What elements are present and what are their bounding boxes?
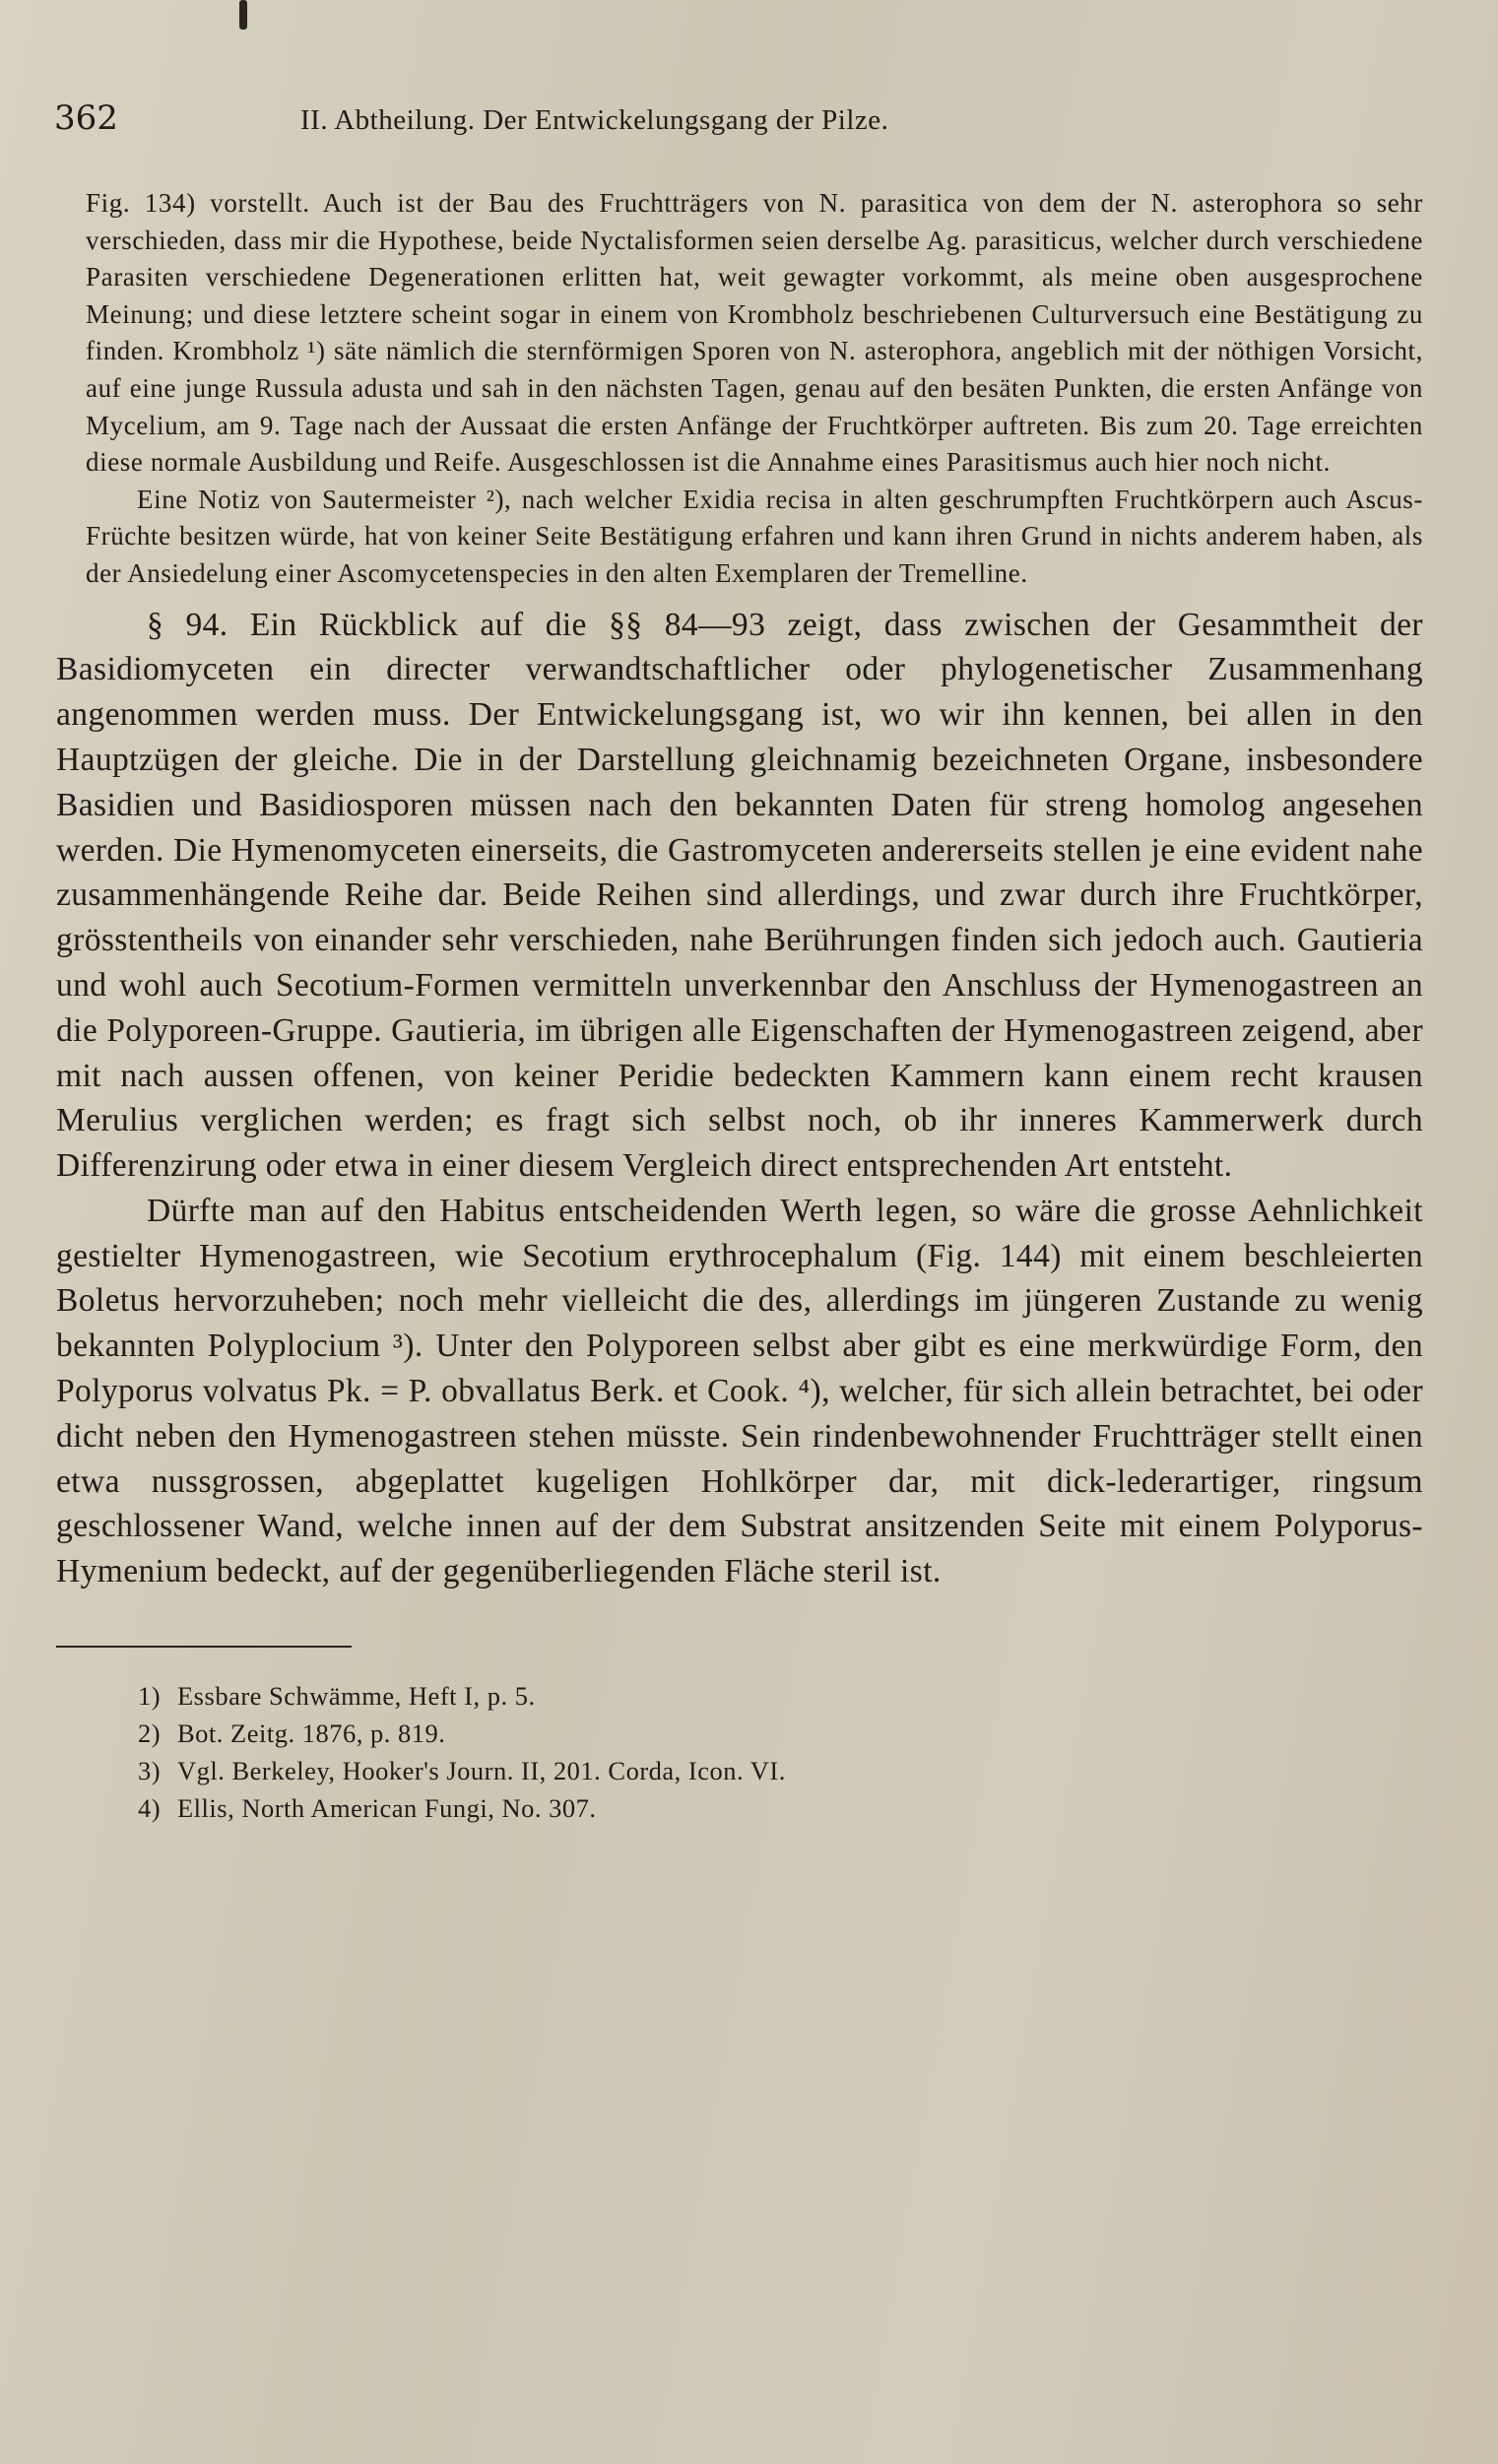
main-paragraph-1: § 94. Ein Rückblick auf die §§ 84—93 zeigt, dass zwischen der Gesammtheit der Basidiomyceten ein directer verwandtschaftlicher oder phylogenetischer Zusammenhang angenommen werden muss. Der Entwickelungsgang ist, wo wir ihn kennen, bei allen in den Hauptzügen der gleiche. Die in der Darstellung gleichnamig bezeichneten Organe, insbesondere Basidien und Basidiosporen müssen nach den bekannten Daten für streng homolog angesehen werden. Die Hymenomyceten einerseits, die Gastromyceten andererseits stellen je eine evident nahe zusammenhängende Reihe dar. Beide Reihen sind allerdings, und zwar durch ihre Fruchtkörper, grösstentheils von einander sehr verschieden, nahe Berührungen finden sich jedoch auch. Gautieria und wohl auch Secotium-Formen vermitteln unverkennbar den Anschluss der Hymenogastreen an die Polyporeen-Gruppe. Gautieria, im übrigen alle Eigenschaften der Hymenogastreen zeigend, aber mit nach aussen offenen, von keiner Peridie bedeckten Kammern kann einem recht krausen Merulius verglichen werden; es fragt sich selbst noch, ob ihr inneres Kammerwerk durch Differenzirung oder etwa in einer diesem Vergleich direct entsprechenden Art entsteht. bbox=[56, 606, 1423, 1185]
footnote-text: Bot. Zeitg. 1876, p. 819. bbox=[177, 1718, 446, 1749]
small-print-section bbox=[54, 185, 1423, 593]
footnote-2 bbox=[138, 1715, 1423, 1752]
page-header bbox=[54, 98, 1423, 158]
ink-spot bbox=[239, 0, 247, 30]
small-paragraph-2: Eine Notiz von Sautermeister ²), nach welcher Exidia recisa in alten geschrumpften Fruchtkörpern auch Ascus-Früchte besitzen würde, hat von keiner Seite Bestätigung erfahren und kann ihren Grund in nichts anderem haben, als der Ansiedelung einer Ascomycetenspecies in den alten Exemplaren der Tremelline. bbox=[86, 484, 1423, 588]
footnote-1 bbox=[138, 1677, 1423, 1715]
page-number: 362 bbox=[54, 98, 118, 138]
footnote-text: Vgl. Berkeley, Hooker's Journ. II, 201. Corda, Icon. VI. bbox=[177, 1756, 786, 1786]
footnote-3 bbox=[138, 1752, 1423, 1789]
footnote-number: 4) bbox=[138, 1793, 162, 1824]
main-text-section bbox=[54, 603, 1423, 1595]
small-paragraph-1: Fig. 134) vorstellt. Auch ist der Bau des Fruchtträgers von N. parasitica von dem der N. asterophora so sehr verschieden, dass mir die Hypothese, beide Nyctalisformen seien derselbe Ag. parasiticus, welcher durch verschiedene Parasiten verschiedene Degenerationen erlitten hat, weit gewagter vorkommt, als meine oben ausgesprochene Meinung; und diese letztere scheint sogar in einem von Krombholz beschriebenen Culturversuch eine Bestätigung zu finden. Krombholz ¹) säte nämlich die sternförmigen Sporen von N. asterophora, angeblich mit der nöthigen Vorsicht, auf eine junge Russula adusta und sah in den nächsten Tagen, genau auf den besäten Punkten, die ersten Anfänge von Mycelium, am 9. Tage nach der Aussaat die ersten Anfänge der Fruchtkörper auftreten. Bis zum 20. Tage erreichten diese normale Ausbildung und Reife. Ausgeschlossen ist die Annahme eines Parasitismus auch hier noch nicht. bbox=[86, 188, 1423, 478]
footnote-divider bbox=[56, 1646, 352, 1648]
footnote-text: Essbare Schwämme, Heft I, p. 5. bbox=[177, 1681, 536, 1712]
footnotes bbox=[54, 1677, 1423, 1827]
main-paragraph-2: Dürfte man auf den Habitus entscheidenden Werth legen, so wäre die grosse Aehnlichkeit gestielter Hymenogastreen, wie Secotium erythrocephalum (Fig. 144) mit einem beschleierten Boletus hervorzuheben; noch mehr vielleicht die des, allerdings im jüngeren Zustande zu wenig bekannten Polyplocium ³). Unter den Polyporeen selbst aber gibt es eine merkwürdige Form, den Polyporus volvatus Pk. = P. obvallatus Berk. et Cook. ⁴), welcher, für sich allein betrachtet, bei oder dicht neben den Hymenogastreen stehen müsste. Sein rindenbewohnender Fruchtträger stellt einen etwa nussgrossen, abgeplattet kugeligen Hohlkörper dar, mit dick-lederartiger, ringsum geschlossener Wand, welche innen auf der dem Substrat ansitzenden Seite mit einem Polyporus-Hymenium bedeckt, auf der gegenüberliegenden Fläche steril ist. bbox=[56, 1192, 1423, 1590]
running-title: II. Abtheilung. Der Entwickelungsgang der Pilze. bbox=[300, 104, 889, 136]
footnote-number: 2) bbox=[138, 1718, 162, 1749]
footnote-number: 3) bbox=[138, 1756, 162, 1786]
footnote-4 bbox=[138, 1789, 1423, 1827]
book-page bbox=[54, 98, 1423, 1827]
footnote-text: Ellis, North American Fungi, No. 307. bbox=[177, 1793, 597, 1824]
footnote-number: 1) bbox=[138, 1681, 162, 1712]
